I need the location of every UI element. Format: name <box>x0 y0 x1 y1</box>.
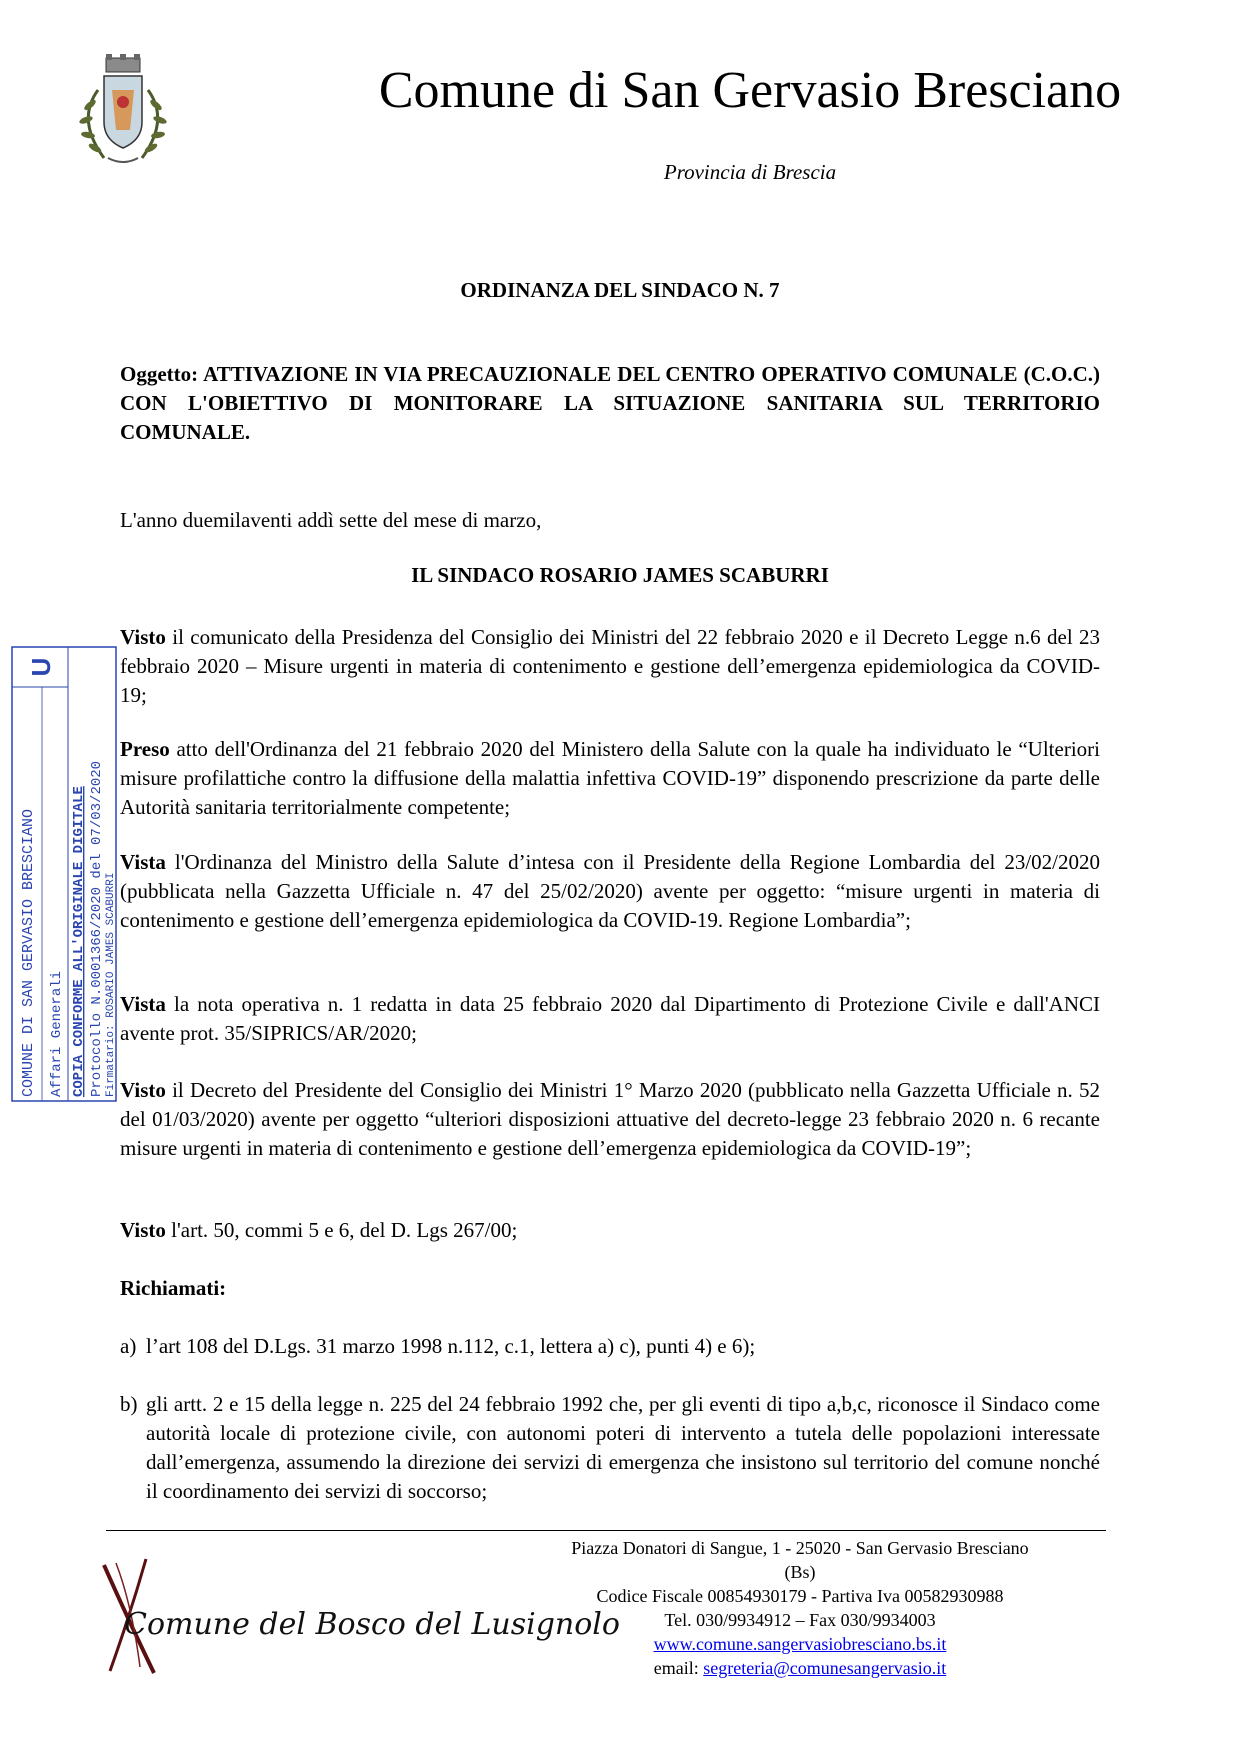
footer-phone: Tel. 030/9934912 – Fax 030/9934003 <box>664 1610 936 1630</box>
website-link[interactable]: www.comune.sangervasiobresciano.bs.it <box>653 1634 947 1654</box>
subject-text: ATTIVAZIONE IN VIA PRECAUZIONALE DEL CENTRO OPERATIVO COMUNALE (C.O.C.) CON L'OBIETTIVO DI MONITORARE LA SITUAZIONE SANITARIA SUL TERRITORIO COMUNALE. <box>120 362 1101 444</box>
footer-divider <box>106 1530 1106 1531</box>
footer-logo <box>96 1555 620 1675</box>
stamp-signer: Firmatario: ROSARIO JAMES SCABURRI <box>105 872 117 1097</box>
municipality-name: Comune di San Gervasio Bresciano <box>378 62 1122 119</box>
stamp-office: Affari Generali <box>49 970 65 1097</box>
paragraph-lead: Vista <box>120 992 166 1016</box>
paragraph-text: l'Ordinanza del Ministro della Salute d’intesa con il Presidente della Regione Lombardia del 23/02/2020 (pubblicata nella Gazzetta Ufficiale n. 47 del 25/02/2020) avente per oggetto: “misure urgenti in materia di contenimento e gestione dell’emergenza epidemiologica da COVID-19. Regione Lombardia”; <box>120 850 1100 932</box>
list-item-text: l’art 108 del D.Lgs. 31 marzo 1998 n.112, c.1, lettera a) c), punti 4) e 6); <box>146 1334 756 1358</box>
list-item-text: gli artt. 2 e 15 della legge n. 225 del 24 febbraio 1992 che, per gli eventi di tipo a,b,c, riconosce il Sindaco come autorità locale di protezione civile, con autonomi poteri di intervento a tutela delle popolazioni interessate dall’emergenza, assumendo la direzione dei servizi di emergenza che insistono sul territorio del comune nonché il coordinamento dei servizi di soccorso; <box>146 1392 1100 1503</box>
protocol-stamp <box>8 645 120 1103</box>
paragraph-lead: Preso <box>120 737 170 761</box>
footer-province: (Bs) <box>784 1562 816 1582</box>
paragraph-visto-comunicato <box>120 623 1100 710</box>
list-item <box>120 1332 1100 1361</box>
paragraph-text: il Decreto del Presidente del Consiglio dei Ministri 1° Marzo 2020 (pubblicato nella Gazzetta Ufficiale n. 52 del 01/03/2020) avente per oggetto “ulteriori disposizioni attuative del decreto-legge 23 febbraio 2020 n. 6 recante misure urgenti in materia di contenimento e gestione dell’emergenza epidemiologica da COVID-19”; <box>120 1078 1100 1160</box>
footer-email-line <box>520 1656 1080 1680</box>
mayor-heading: IL SINDACO ROSARIO JAMES SCABURRI <box>411 563 829 587</box>
paragraph-lead: Vista <box>120 850 166 874</box>
paragraph-text: il comunicato della Presidenza del Consiglio dei Ministri del 22 febbraio 2020 e il Decreto Legge n.6 del 23 febbraio 2020 – Misure urgenti in materia di contenimento e gestione dell’emergenza epidemiologica da COVID-19; <box>120 625 1100 707</box>
stamp-copy-conformity: COPIA CONFORME ALL'ORIGINALE DIGITALE <box>71 786 87 1097</box>
paragraph-vista-nota <box>120 990 1100 1048</box>
footer-address-block <box>520 1536 1080 1680</box>
province-name: Provincia di Brescia <box>663 160 837 184</box>
list-marker: a) <box>120 1334 137 1358</box>
paragraph-preso-atto <box>120 735 1100 822</box>
subject-label: Oggetto: <box>120 362 199 386</box>
email-link[interactable]: segreteria@comunesangervasio.it <box>703 1658 947 1678</box>
paragraph-text: la nota operativa n. 1 redatta in data 25 febbraio 2020 dal Dipartimento di Protezione Civile e dall'ANCI avente prot. 35/SIPRICS/AR/2020; <box>120 992 1100 1045</box>
paragraph-lead: Visto <box>120 1218 166 1242</box>
email-label: email: <box>653 1658 704 1678</box>
footer-logo-text: Comune del Bosco del Lusignolo <box>124 1607 620 1642</box>
footer-address: Piazza Donatori di Sangue, 1 - 25020 - San Gervasio Bresciano <box>571 1538 1029 1558</box>
richiamati-heading: Richiamati: <box>120 1276 227 1300</box>
list-marker: b) <box>120 1392 138 1416</box>
paragraph-vista-ordinanza <box>120 848 1100 935</box>
ordinance-intro: L'anno duemilaventi addì sette del mese di marzo, <box>120 508 542 532</box>
list-item <box>120 1390 1100 1506</box>
paragraph-lead: Visto <box>120 625 166 649</box>
ordinance-title: ORDINANZA DEL SINDACO N. 7 <box>460 278 780 302</box>
paragraph-visto-art50 <box>120 1216 1100 1245</box>
paragraph-lead: Visto <box>120 1078 166 1102</box>
stamp-direction: U <box>26 657 56 677</box>
ordinance-subject <box>120 360 1100 447</box>
municipal-crest-logo <box>68 50 178 180</box>
paragraph-text: l'art. 50, commi 5 e 6, del D. Lgs 267/00; <box>165 1218 518 1242</box>
paragraph-visto-decreto <box>120 1076 1100 1163</box>
paragraph-text: atto dell'Ordinanza del 21 febbraio 2020 del Ministero della Salute con la quale ha individuato le “Ulteriori misure profilattiche contro la diffusione della malattia infettiva COVID-19” disponendo prescrizione da parte delle Autorità sanitaria territorialmente competente; <box>120 737 1100 819</box>
footer-fiscal-codes: Codice Fiscale 00854930179 - Partiva Iva 00582930988 <box>596 1586 1004 1606</box>
stamp-protocol-number: Protocollo N.0001366/2020 del 07/03/2020 <box>89 760 105 1097</box>
stamp-entity: COMUNE DI SAN GERVASIO BRESCIANO <box>20 808 37 1097</box>
